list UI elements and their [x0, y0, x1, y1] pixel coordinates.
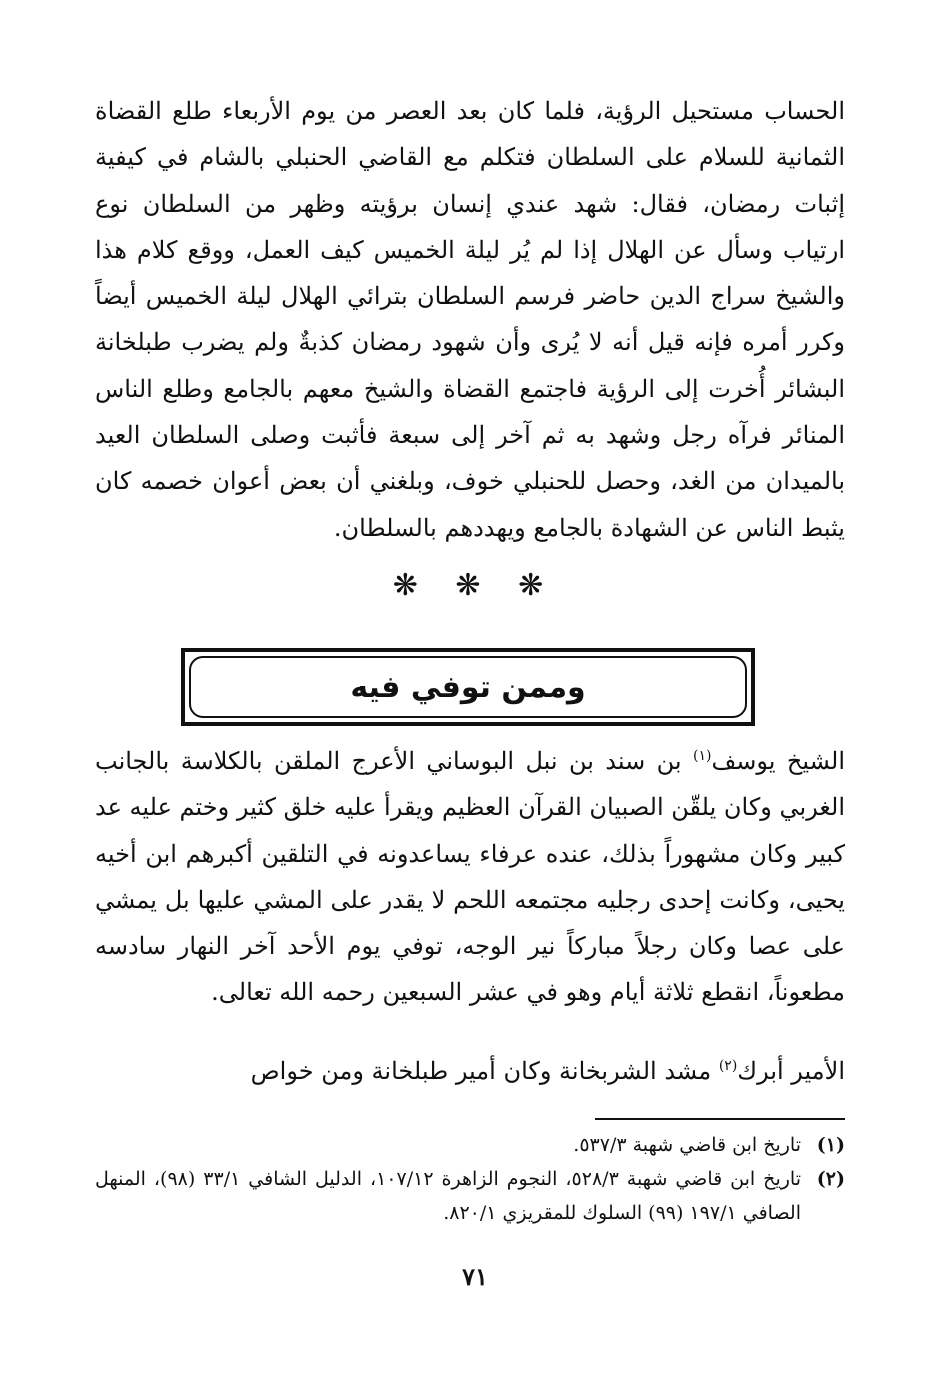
footnote-reference-2[interactable]: (٢) — [718, 1058, 738, 1074]
paragraph-3-lead: الأمير أبرك — [737, 1057, 845, 1085]
footnote-reference-1[interactable]: (١) — [692, 748, 712, 764]
section-title: وممن توفي فيه — [350, 669, 586, 705]
footnote-1-number: (١) — [816, 1134, 845, 1156]
footnote-1 — [95, 1128, 845, 1162]
body-paragraph-2 — [95, 738, 845, 1016]
footnote-separator — [595, 1118, 845, 1120]
paragraph-2-lead: الشيخ يوسف — [711, 747, 845, 775]
footnote-1-text: تاريخ ابن قاضي شهبة ٥٣٧/٣. — [573, 1134, 801, 1156]
body-paragraph-3 — [95, 1048, 845, 1094]
footnote-2-text: تاريخ ابن قاضي شهبة ٥٢٨/٣، النجوم الزاهرة ١٠٧/١٢، الدليل الشافي ٣٣/١ (٩٨)، المنهل الصافي ١٩٧/١ (٩٩) السلوك للمقريزي ٨٢٠/١. — [95, 1168, 801, 1224]
section-title-inner-border — [189, 656, 747, 718]
footnotes-section — [95, 1128, 845, 1230]
footnote-2 — [95, 1162, 845, 1230]
paragraph-2-text: بن سند بن نبل البوساني الأعرج الملقن بالكلاسة بالجانب الغربي وكان يلقّن الصبيان القرآن العظيم ويقرأ عليه خلق كثير وختم عليه عد كبير وكان مشهوراً بذلك، عنده عرفاء يساعدونه في التلقين أكبرهم ابن أخيه يحيى، وكانت إحدى رجليه مجتمعه اللحم لا يقدر على المشي عليها بل يمشي على عصا وكان رجلاً مباركاً نير الوجه، توفي يوم الأحد آخر النهار سادسه مطعوناً، انقطع ثلاثة أيام وهو في عشر السبعين رحمه الله تعالى. — [95, 747, 845, 1007]
footnote-2-number: (٢) — [816, 1168, 845, 1190]
page-number: ٧١ — [462, 1262, 488, 1291]
body-paragraph-1: الحساب مستحيل الرؤية، فلما كان بعد العصر من يوم الأربعاء طلع القضاة الثمانية للسلام على السلطان فتكلم مع القاضي الحنبلي بالشام في كيفية إثبات رمضان، فقال: شهد عندي إنسان برؤيته وظهر من السلطان نوع ارتياب وسأل عن الهلال إذا لم يُر ليلة الخميس كيف العمل، ووقع كلام هذا والشيخ سراج الدين حاضر فرسم السلطان بترائي الهلال ليلة الخميس أيضاً وكرر أمره فإنه قيل أنه لا يُرى وأن شهود رمضان كذبةٌ ولم يضرب طبلخانة البشائر أُخرت إلى الرؤية فاجتمع القضاة والشيخ معهم بالجامع وطلع الناس المنائر فرآه رجل وشهد به ثم آخر إلى سبعة فأثبت وصلى السلطان العيد بالميدان من الغد، وحصل للحنبلي خوف، وبلغني أن بعض أعوان خصمه كان يثبط الناس عن الشهادة بالجامع ويهددهم بالسلطان. — [95, 97, 845, 542]
section-divider-ornament: ❋ ❋ ❋ — [392, 568, 558, 603]
paragraph-3-text: مشد الشربخانة وكان أمير طبلخانة ومن خواص — [250, 1057, 719, 1085]
section-title-box — [181, 648, 755, 726]
